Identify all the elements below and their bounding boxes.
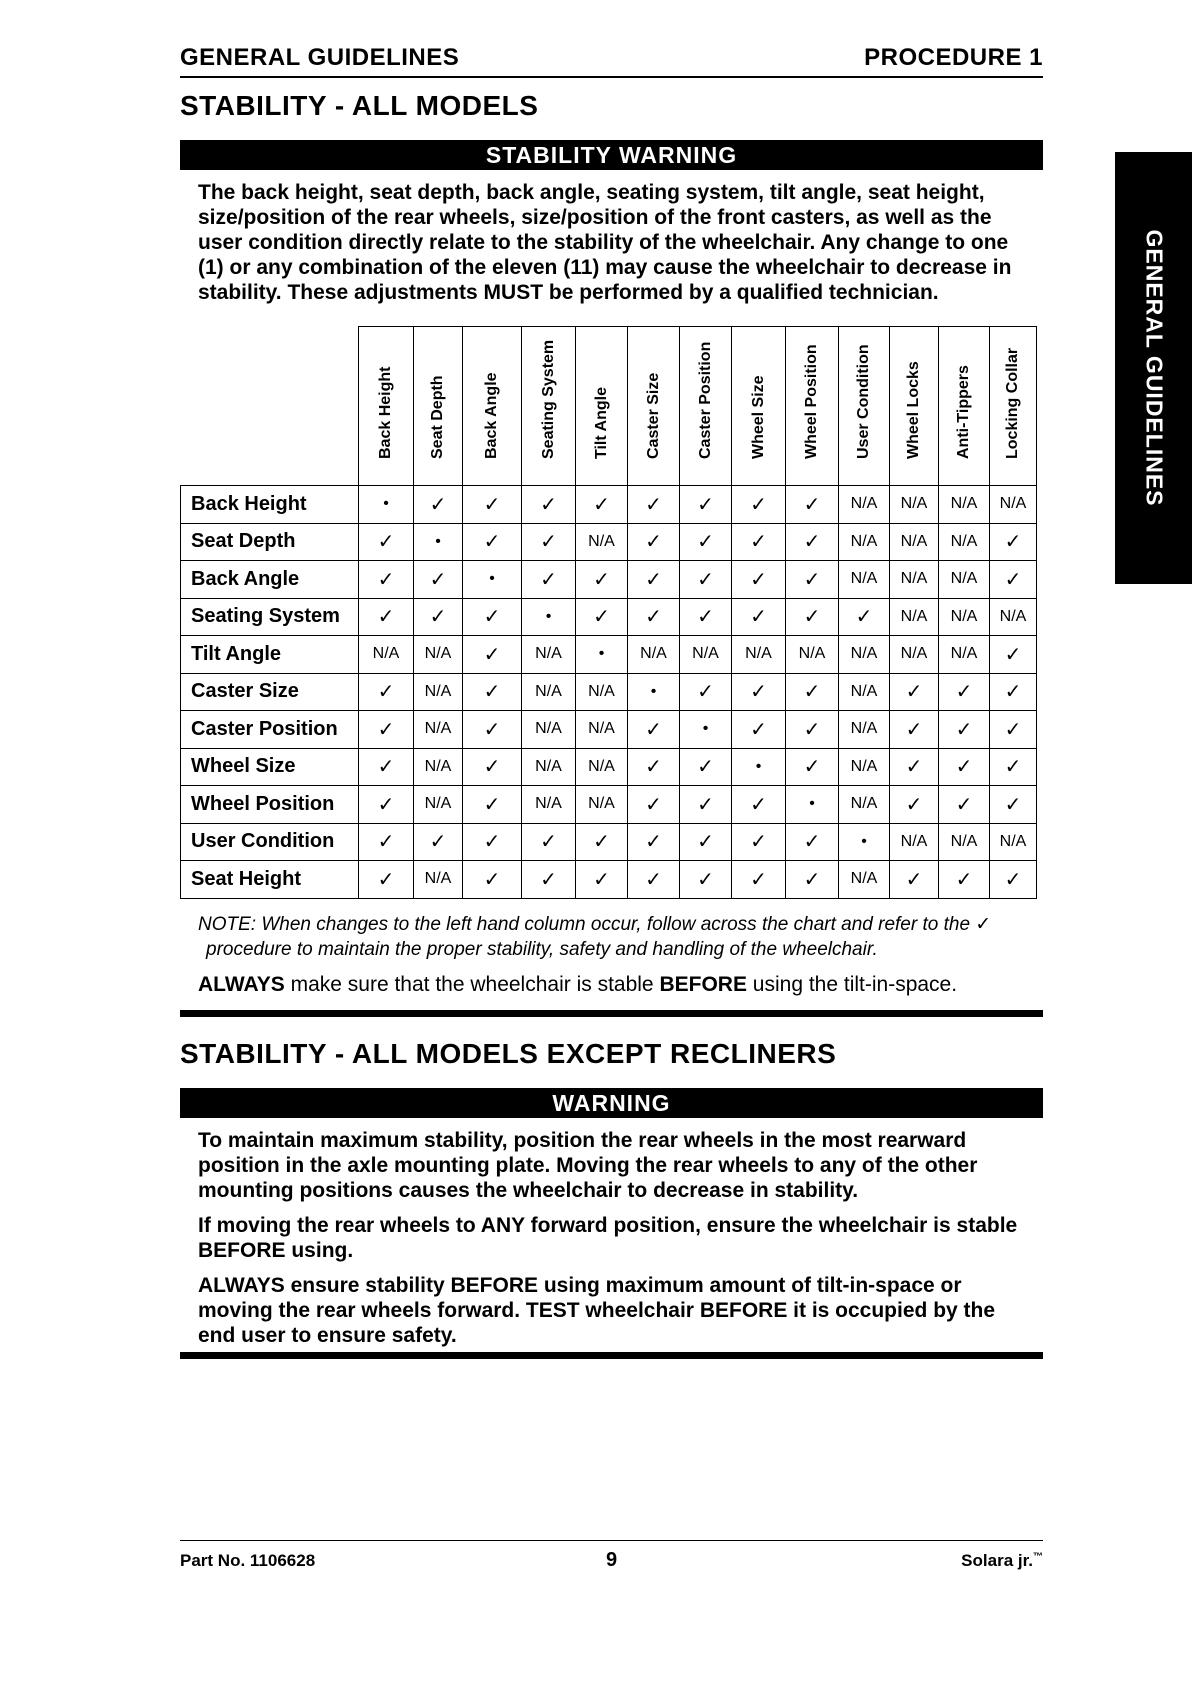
table-cell: ✓ xyxy=(680,786,732,824)
p2-b: forward position, ensure the wheelchair is stable xyxy=(524,1214,1018,1237)
stability-table xyxy=(180,326,1037,899)
table-cell: ✓ xyxy=(522,486,576,524)
table-cell: ✓ xyxy=(990,673,1037,711)
p3-before-1: BEFORE xyxy=(450,1274,538,1297)
row-header: Back Height xyxy=(181,486,359,524)
table-note xyxy=(198,912,1038,962)
column-header-label: Seat Depth xyxy=(429,375,446,459)
table-cell: ✓ xyxy=(890,748,939,786)
warning-bar: WARNING xyxy=(180,1088,1043,1118)
table-cell: ✓ xyxy=(576,823,628,861)
column-header xyxy=(576,327,628,486)
table-cell: ✓ xyxy=(359,748,414,786)
table-cell: ✓ xyxy=(732,561,786,599)
table-cell: ✓ xyxy=(732,823,786,861)
column-header xyxy=(463,327,522,486)
table-cell: ✓ xyxy=(786,748,839,786)
table-cell: N/A xyxy=(839,861,890,899)
table-cell: N/A xyxy=(522,748,576,786)
table-row xyxy=(181,823,1037,861)
trademark-mark: ™ xyxy=(1033,1551,1043,1563)
table-cell: ✓ xyxy=(939,786,990,824)
p2-c: using. xyxy=(285,1239,354,1262)
table-cell: ✓ xyxy=(414,486,463,524)
table-row xyxy=(181,748,1037,786)
column-header-label: User Condition xyxy=(855,344,872,459)
table-cell: N/A xyxy=(359,636,414,674)
table-cell: ✓ xyxy=(680,598,732,636)
table-cell: ✓ xyxy=(732,861,786,899)
table-cell: ✓ xyxy=(680,673,732,711)
product-name xyxy=(961,1551,1043,1571)
table-cell: N/A xyxy=(939,823,990,861)
table-cell: ✓ xyxy=(359,861,414,899)
table-cell: N/A xyxy=(839,636,890,674)
table-cell: N/A xyxy=(628,636,680,674)
page-header xyxy=(180,40,1043,78)
table-cell: ✓ xyxy=(939,673,990,711)
column-header xyxy=(628,327,680,486)
row-header: Seat Depth xyxy=(181,523,359,561)
table-cell: ✓ xyxy=(628,561,680,599)
column-header xyxy=(786,327,839,486)
section-bottom-rule xyxy=(180,1352,1043,1359)
table-cell: ✓ xyxy=(680,523,732,561)
table-cell: ✓ xyxy=(732,711,786,749)
table-cell: ✓ xyxy=(680,561,732,599)
header-procedure-label: PROCEDURE 1 xyxy=(864,44,1043,71)
page-footer xyxy=(180,1540,1043,1581)
table-cell: ✓ xyxy=(786,598,839,636)
table-cell: N/A xyxy=(990,598,1037,636)
column-header-label: Locking Collar xyxy=(1004,347,1021,459)
table-cell: • xyxy=(463,561,522,599)
warning-text-pre: The back height, seat depth, back angle, seating system, tilt angle, seat height, size/position of the rear wheels, size/position of the front casters, as well as the user condition directly relate to the stability of the wheelchair. Any change to one (1) or any combination of the eleven (11) may cause the wheelchair to decrease in stability. These adjustments xyxy=(198,181,1012,304)
table-cell: ✓ xyxy=(359,711,414,749)
warning-paragraph-3 xyxy=(198,1273,1038,1348)
table-cell: N/A xyxy=(839,786,890,824)
table-cell: N/A xyxy=(890,561,939,599)
column-header xyxy=(939,327,990,486)
table-row xyxy=(181,673,1037,711)
table-cell: ✓ xyxy=(463,823,522,861)
note-line-2: procedure to maintain the proper stability, safety and handling of the wheelchair. xyxy=(206,939,878,960)
column-header-label: Back Angle xyxy=(483,372,500,459)
table-cell: N/A xyxy=(839,748,890,786)
table-cell: ✓ xyxy=(463,786,522,824)
table-cell: N/A xyxy=(890,486,939,524)
table-cell: N/A xyxy=(939,486,990,524)
table-cell: ✓ xyxy=(359,786,414,824)
table-cell: ✓ xyxy=(628,748,680,786)
row-header: Seating System xyxy=(181,598,359,636)
table-cell: N/A xyxy=(414,861,463,899)
table-cell: ✓ xyxy=(786,561,839,599)
table-cell: • xyxy=(732,748,786,786)
table-cell: ✓ xyxy=(680,486,732,524)
row-header: Seat Height xyxy=(181,861,359,899)
stability-warning-text xyxy=(198,180,1038,305)
row-header: Wheel Position xyxy=(181,786,359,824)
table-cell: • xyxy=(359,486,414,524)
table-cell: N/A xyxy=(890,823,939,861)
section-divider xyxy=(180,1010,1043,1017)
row-header: Wheel Size xyxy=(181,748,359,786)
table-cell: ✓ xyxy=(414,823,463,861)
table-cell: N/A xyxy=(839,711,890,749)
table-cell: N/A xyxy=(522,636,576,674)
table-cell: ✓ xyxy=(680,748,732,786)
note-line-1: NOTE: When changes to the left hand column occur, follow across the chart and refer to the ✓ xyxy=(198,914,992,935)
table-cell: ✓ xyxy=(732,486,786,524)
table-cell: ✓ xyxy=(463,711,522,749)
table-cell: ✓ xyxy=(786,523,839,561)
table-cell: ✓ xyxy=(576,598,628,636)
always-stable-note xyxy=(198,972,1038,997)
table-cell: ✓ xyxy=(939,711,990,749)
table-cell: N/A xyxy=(522,711,576,749)
table-cell: ✓ xyxy=(463,673,522,711)
table-cell: ✓ xyxy=(576,861,628,899)
table-cell: ✓ xyxy=(628,486,680,524)
row-header: Caster Position xyxy=(181,711,359,749)
table-cell: ✓ xyxy=(890,673,939,711)
table-cell: N/A xyxy=(414,673,463,711)
table-cell: N/A xyxy=(839,523,890,561)
table-cell: N/A xyxy=(732,636,786,674)
p3-c: wheelchair xyxy=(579,1299,700,1322)
stability-warning-bar: STABILITY WARNING xyxy=(180,140,1043,170)
table-row xyxy=(181,598,1037,636)
table-cell: ✓ xyxy=(522,861,576,899)
table-cell: ✓ xyxy=(463,486,522,524)
column-header-label: Back Height xyxy=(377,366,394,459)
table-cell: ✓ xyxy=(939,861,990,899)
table-cell: N/A xyxy=(990,486,1037,524)
always-word: ALWAYS xyxy=(198,973,285,996)
table-corner xyxy=(181,327,359,486)
table-cell: • xyxy=(414,523,463,561)
table-cell: ✓ xyxy=(990,786,1037,824)
table-cell: ✓ xyxy=(680,861,732,899)
table-cell: N/A xyxy=(414,786,463,824)
column-header-label: Wheel Position xyxy=(803,344,820,459)
table-cell: • xyxy=(680,711,732,749)
table-cell: N/A xyxy=(939,561,990,599)
table-cell: N/A xyxy=(576,748,628,786)
table-cell: N/A xyxy=(414,711,463,749)
row-header: Tilt Angle xyxy=(181,636,359,674)
table-row xyxy=(181,711,1037,749)
table-cell: ✓ xyxy=(463,523,522,561)
table-body xyxy=(181,486,1037,899)
table-header-row xyxy=(181,327,1037,486)
table-cell: ✓ xyxy=(786,823,839,861)
table-cell: ✓ xyxy=(890,861,939,899)
header-section-label: GENERAL GUIDELINES xyxy=(180,44,460,71)
table-cell: N/A xyxy=(839,561,890,599)
table-cell: ✓ xyxy=(522,823,576,861)
column-header-label: Wheel Size xyxy=(749,375,767,459)
table-cell: N/A xyxy=(990,823,1037,861)
table-cell: ✓ xyxy=(990,748,1037,786)
table-cell: ✓ xyxy=(786,486,839,524)
table-cell: N/A xyxy=(839,486,890,524)
table-cell: ✓ xyxy=(628,598,680,636)
table-cell: ✓ xyxy=(628,823,680,861)
table-cell: • xyxy=(786,786,839,824)
table-row xyxy=(181,636,1037,674)
table-cell: ✓ xyxy=(732,523,786,561)
column-header-label: Seating System xyxy=(539,339,557,459)
table-cell: N/A xyxy=(576,523,628,561)
before-word: BEFORE xyxy=(659,973,747,996)
column-header-label: Caster Size xyxy=(644,372,662,459)
table-cell: ✓ xyxy=(522,561,576,599)
side-tab xyxy=(1115,152,1192,584)
table-cell: N/A xyxy=(939,636,990,674)
always-mid: make sure that the wheelchair is stable xyxy=(284,973,660,996)
table-cell: N/A xyxy=(522,786,576,824)
table-cell: N/A xyxy=(680,636,732,674)
table-cell: ✓ xyxy=(359,823,414,861)
table-cell: ✓ xyxy=(576,561,628,599)
table-row xyxy=(181,861,1037,899)
table-cell: N/A xyxy=(522,673,576,711)
table-cell: N/A xyxy=(576,673,628,711)
p3-b: using maximum amount of tilt-in-space or moving the rear wheels forward. xyxy=(198,1274,962,1322)
table-cell: ✓ xyxy=(414,561,463,599)
table-cell: ✓ xyxy=(522,523,576,561)
warning-paragraph-2 xyxy=(198,1213,1038,1263)
row-header: Caster Size xyxy=(181,673,359,711)
table-row xyxy=(181,786,1037,824)
table-cell: ✓ xyxy=(890,711,939,749)
table-row xyxy=(181,561,1037,599)
table-cell: ✓ xyxy=(990,861,1037,899)
table-cell: N/A xyxy=(890,523,939,561)
column-header xyxy=(680,327,732,486)
table-cell: N/A xyxy=(890,636,939,674)
table-cell: ✓ xyxy=(786,673,839,711)
table-cell: ✓ xyxy=(732,786,786,824)
table-cell: ✓ xyxy=(939,748,990,786)
table-row xyxy=(181,523,1037,561)
table-row xyxy=(181,486,1037,524)
p3-test: TEST xyxy=(525,1299,580,1322)
row-header: Back Angle xyxy=(181,561,359,599)
table-cell: ✓ xyxy=(732,598,786,636)
table-cell: ✓ xyxy=(990,561,1037,599)
table-cell: N/A xyxy=(576,786,628,824)
table-cell: ✓ xyxy=(463,748,522,786)
section1-title: STABILITY - ALL MODELS xyxy=(180,90,539,121)
warning-paragraph-1: To maintain maximum stability, position the rear wheels in the most rearward position in the axle mounting plate. Moving the rear wheels to any of the other mounting positions causes the wheelchair to decrease in stability. xyxy=(198,1129,978,1202)
p3-before-2: BEFORE xyxy=(699,1299,788,1322)
table-cell: N/A xyxy=(839,673,890,711)
table-cell: ✓ xyxy=(786,861,839,899)
table-cell: ✓ xyxy=(463,861,522,899)
column-header xyxy=(522,327,576,486)
warning-text-post: be performed by a qualified technician. xyxy=(543,281,939,304)
table-cell: ✓ xyxy=(463,598,522,636)
column-header-label: Wheel Locks xyxy=(905,361,922,459)
table-cell: • xyxy=(576,636,628,674)
part-number: Part No. 1106628 xyxy=(180,1551,316,1570)
table-cell: N/A xyxy=(414,748,463,786)
table-cell: ✓ xyxy=(990,636,1037,674)
p3-a: ensure stability xyxy=(284,1274,451,1297)
column-header xyxy=(414,327,463,486)
table-cell: N/A xyxy=(939,523,990,561)
table-cell: ✓ xyxy=(990,523,1037,561)
column-header xyxy=(359,327,414,486)
p2-before: BEFORE xyxy=(198,1239,286,1262)
table-cell: ✓ xyxy=(628,861,680,899)
column-header-label: Anti-Tippers xyxy=(955,365,972,459)
p2-a: If moving the rear wheels to xyxy=(198,1214,481,1237)
column-header xyxy=(890,327,939,486)
table-cell: N/A xyxy=(890,598,939,636)
column-header xyxy=(732,327,786,486)
warning-text-must: MUST xyxy=(483,281,544,304)
side-tab-label: GENERAL GUIDELINES xyxy=(1141,229,1167,507)
p3-d: it is occupied by the end user to ensure safety. xyxy=(198,1299,996,1347)
column-header-label: Caster Position xyxy=(696,341,714,459)
table-cell: N/A xyxy=(414,636,463,674)
table-cell: ✓ xyxy=(990,711,1037,749)
table-cell: ✓ xyxy=(839,598,890,636)
row-header: User Condition xyxy=(181,823,359,861)
table-cell: N/A xyxy=(939,598,990,636)
p2-any: ANY xyxy=(480,1214,525,1237)
table-cell: ✓ xyxy=(414,598,463,636)
p3-always: ALWAYS xyxy=(198,1274,285,1297)
table-cell: ✓ xyxy=(628,786,680,824)
table-cell: • xyxy=(839,823,890,861)
column-header-label: Tilt Angle xyxy=(592,387,610,459)
table-cell: • xyxy=(628,673,680,711)
table-cell: ✓ xyxy=(628,523,680,561)
table-cell: ✓ xyxy=(628,711,680,749)
table-cell: N/A xyxy=(576,711,628,749)
always-post: using the tilt-in-space. xyxy=(746,973,958,996)
column-header xyxy=(990,327,1037,486)
product-name-text: Solara jr. xyxy=(961,1551,1033,1570)
page-number: 9 xyxy=(605,1549,618,1571)
table-cell: ✓ xyxy=(359,523,414,561)
table-cell: ✓ xyxy=(359,673,414,711)
table-cell: ✓ xyxy=(680,823,732,861)
table-cell: ✓ xyxy=(359,561,414,599)
table-cell: ✓ xyxy=(463,636,522,674)
table-cell: ✓ xyxy=(732,673,786,711)
table-cell: ✓ xyxy=(576,486,628,524)
table-cell: ✓ xyxy=(786,711,839,749)
table-cell: ✓ xyxy=(359,598,414,636)
column-header xyxy=(839,327,890,486)
table-cell: N/A xyxy=(786,636,839,674)
table-cell: • xyxy=(522,598,576,636)
section2-title: STABILITY - ALL MODELS EXCEPT RECLINERS xyxy=(180,1038,837,1069)
table-cell: ✓ xyxy=(890,786,939,824)
